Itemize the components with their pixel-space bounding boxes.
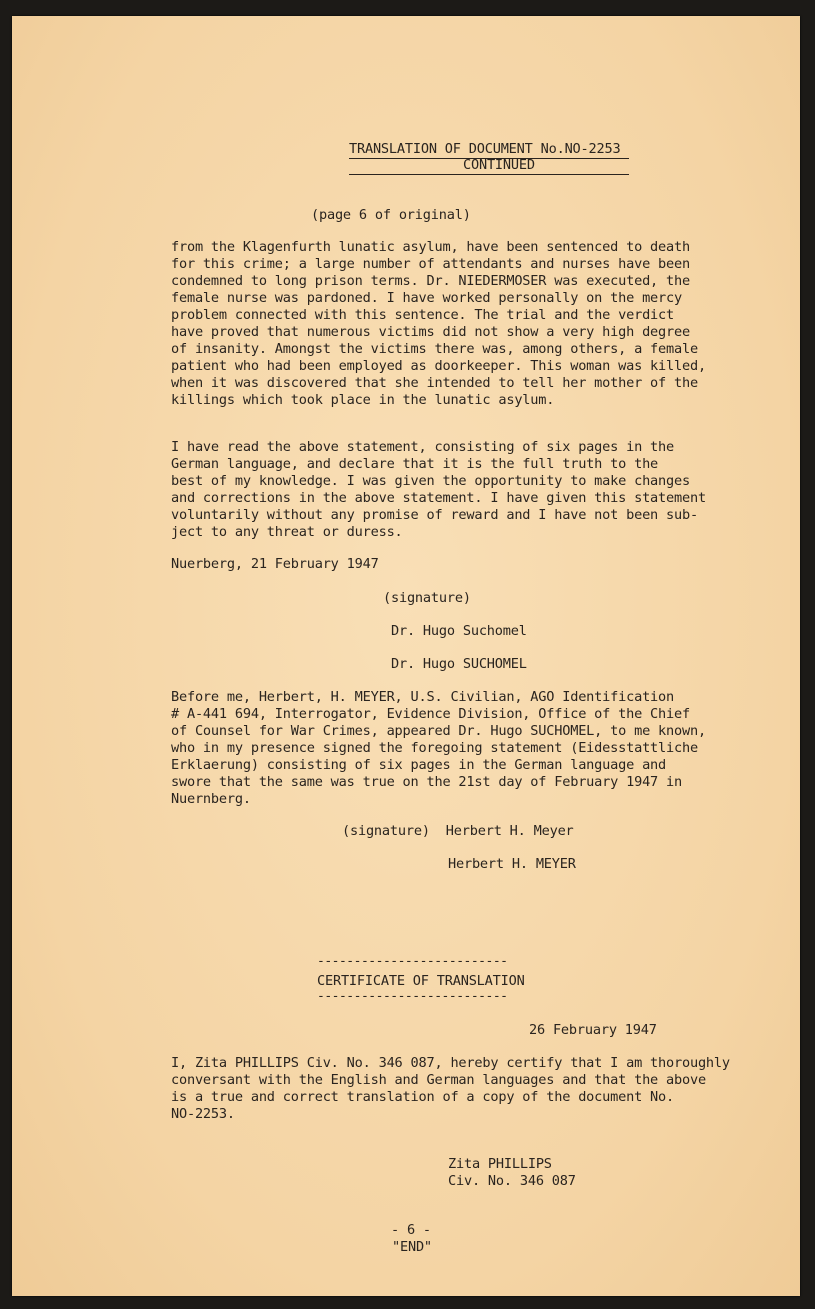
signature-name: Dr. Hugo Suchomel	[391, 623, 527, 639]
text-line: I, Zita PHILLIPS Civ. No. 346 087, hereby certify that I am thoroughly	[171, 1055, 730, 1071]
certificate-title: CERTIFICATE OF TRANSLATION	[317, 973, 525, 989]
text-line: NO-2253.	[171, 1106, 235, 1122]
text-line: I have read the above statement, consisting of six pages in the	[171, 439, 675, 455]
text-line: Nuernberg.	[171, 791, 251, 807]
header-continued: CONTINUED	[463, 157, 535, 173]
page-number: - 6 -	[391, 1222, 431, 1238]
translator-number: Civ. No. 346 087	[448, 1173, 576, 1189]
page-reference: (page 6 of original)	[311, 207, 471, 223]
text-line: ject to any threat or duress.	[171, 524, 403, 540]
text-line: killings which took place in the lunatic asylum.	[171, 392, 555, 408]
text-line: German language, and declare that it is the full truth to the	[171, 456, 659, 472]
header-underline-2	[349, 174, 629, 175]
text-line: # A-441 694, Interrogator, Evidence Division, Office of the Chief	[171, 706, 690, 722]
text-line: conversant with the English and German languages and that the above	[171, 1072, 706, 1088]
text-line: and corrections in the above statement. I have given this statement	[171, 490, 706, 506]
text-line: is a true and correct translation of a copy of the document No.	[171, 1089, 675, 1105]
text-line: female nurse was pardoned. I have worked personally on the mercy	[171, 290, 682, 306]
place-date: Nuerberg, 21 February 1947	[171, 556, 379, 572]
signature-typed-name: Dr. Hugo SUCHOMEL	[391, 656, 527, 672]
text-line: voluntarily without any promise of reward and I have not been sub-	[171, 507, 698, 523]
text-line: of insanity. Amongst the victims there was, among others, a female	[171, 341, 698, 357]
certificate-rule-top: --------------------------	[317, 954, 508, 969]
text-line: for this crime; a large number of attendants and nurses have been	[171, 256, 690, 272]
text-line: when it was discovered that she intended to tell her mother of the	[171, 375, 698, 391]
text-line: who in my presence signed the foregoing statement (Eidesstattliche	[171, 740, 698, 756]
text-line: best of my knowledge. I was given the opportunity to make changes	[171, 473, 690, 489]
certificate-rule-bottom: --------------------------	[317, 989, 508, 1004]
text-line: swore that the same was true on the 21st day of February 1947 in	[171, 774, 682, 790]
interrogator-signature: (signature) Herbert H. Meyer	[342, 823, 574, 839]
text-line: from the Klagenfurth lunatic asylum, have been sentenced to death	[171, 239, 690, 255]
text-line: have proved that numerous victims did not show a very high degree	[171, 324, 690, 340]
text-line: condemned to long prison terms. Dr. NIEDERMOSER was executed, the	[171, 273, 690, 289]
signature-label: (signature)	[383, 590, 471, 606]
text-line: of Counsel for War Crimes, appeared Dr. Hugo SUCHOMEL, to me known,	[171, 723, 706, 739]
translator-name: Zita PHILLIPS	[448, 1156, 552, 1172]
header-title: TRANSLATION OF DOCUMENT No.NO-2253	[349, 141, 621, 157]
text-line: problem connected with this sentence. The trial and the verdict	[171, 307, 675, 323]
text-line: Before me, Herbert, H. MEYER, U.S. Civilian, AGO Identification	[171, 689, 675, 705]
text-line: Erklaerung) consisting of six pages in the German language and	[171, 757, 667, 773]
end-mark: "END"	[392, 1239, 432, 1255]
text-line: patient who had been employed as doorkeeper. This woman was killed,	[171, 358, 706, 374]
document-page	[12, 16, 800, 1296]
interrogator-typed-name: Herbert H. MEYER	[448, 856, 576, 872]
certificate-date: 26 February 1947	[529, 1022, 657, 1038]
